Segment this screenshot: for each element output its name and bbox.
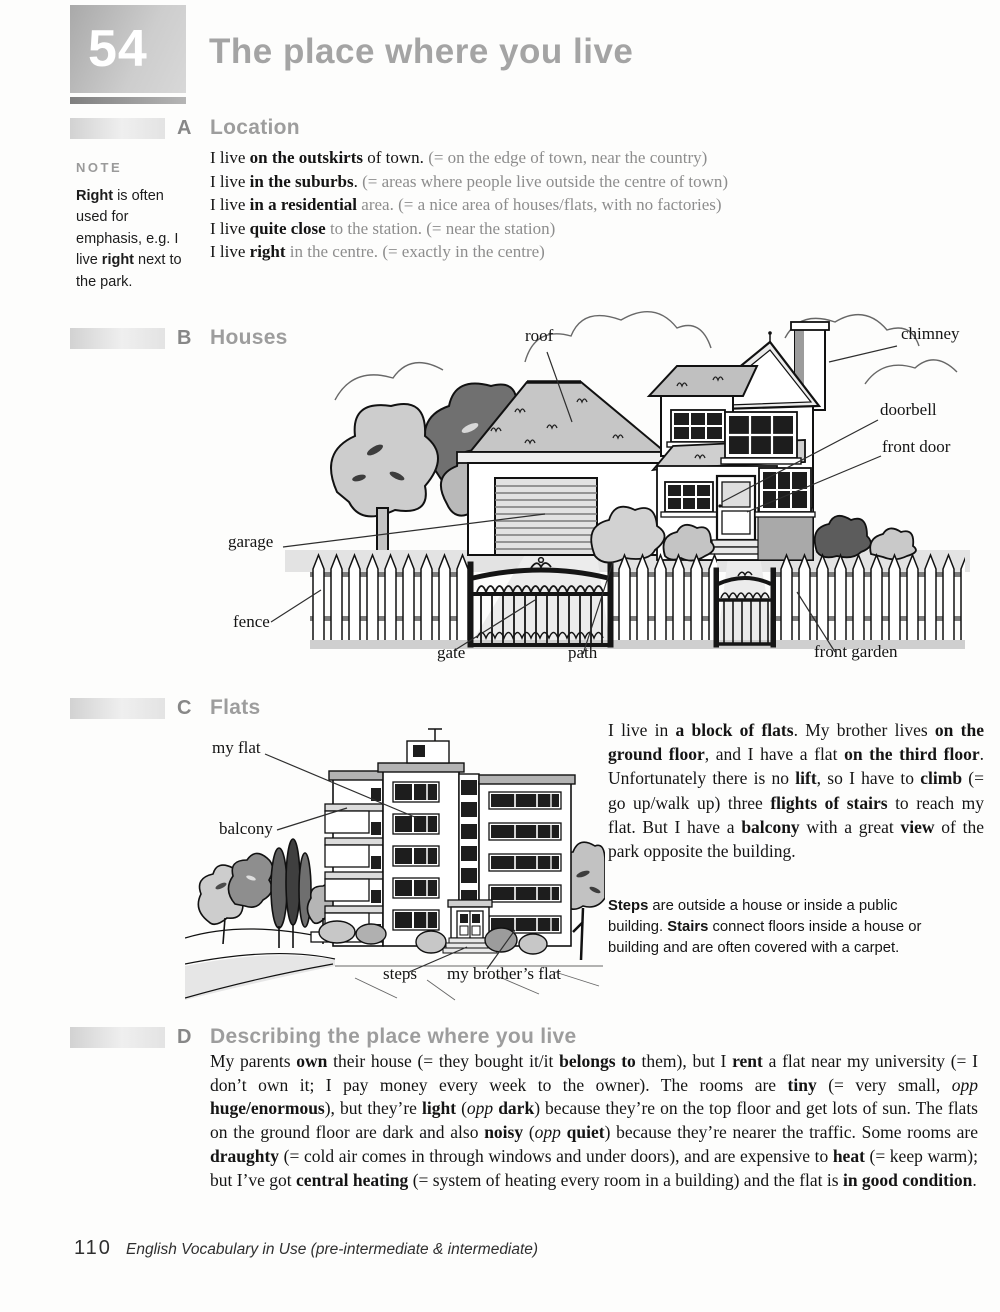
section-a-letter: A <box>177 117 192 139</box>
label-doorbell: doorbell <box>880 400 937 419</box>
block-of-flats-structure <box>311 729 575 954</box>
steps-stairs-note: Steps are outside a house or inside a public building. Stairs connect floors inside a house or building and are often covered with a carpet. <box>608 898 922 956</box>
section-a-bar <box>70 118 165 139</box>
unit-tab-underline <box>70 97 186 104</box>
section-b-letter: B <box>177 327 192 349</box>
label-balcony: balcony <box>219 819 273 838</box>
section-d-row <box>70 1026 191 1049</box>
label-my-flat: my flat <box>212 738 261 757</box>
section-d-letter: D <box>177 1026 192 1048</box>
fence-structure <box>310 553 965 649</box>
book-title: English Vocabulary in Use (pre-intermediate & intermediate) <box>126 1241 539 1258</box>
note-text: Right is often used for emphasis, e.g. I live right next to the park. <box>76 188 182 290</box>
section-d-bar <box>70 1027 165 1048</box>
label-brothers-flat: my brother’s flat <box>447 964 561 983</box>
page-title: The place where you live <box>209 32 634 71</box>
unit-number-tab <box>70 5 186 93</box>
flats-illustration <box>185 726 605 1005</box>
label-roof: roof <box>525 326 554 345</box>
label-steps: steps <box>383 964 417 983</box>
note-label: NOTE <box>76 160 123 175</box>
house-illustration-drawing <box>225 300 970 685</box>
label-front-door: front door <box>882 437 951 456</box>
flats-paragraph: I live in a block of flats. My brother lives on the ground floor, and I have a flat on the third floor. Unfortunately there is no lift, so I have to climb (= go up/walk up) three flights of stairs to reach my flat. But I have a balcony with a great view of the park opposite the building. <box>608 720 985 862</box>
section-c-letter: C <box>177 697 192 719</box>
section-b-bar <box>70 328 165 349</box>
label-front-garden: front garden <box>814 642 898 661</box>
label-chimney: chimney <box>901 324 960 343</box>
section-d-heading: Describing the place where you live <box>210 1025 577 1048</box>
location-line: I live on the outskirts of town. (= on the edge of town, near the country) <box>210 148 708 167</box>
section-a-heading: Location <box>210 116 300 139</box>
label-path: path <box>568 643 598 662</box>
label-fence: fence <box>233 612 270 631</box>
section-c-row <box>70 697 191 720</box>
clouds <box>335 312 957 400</box>
location-line: I live right in the centre. (= exactly in the centre) <box>210 242 545 261</box>
doorbell-dot <box>718 504 721 507</box>
describing-paragraph: My parents own their house (= they bought it/it belongs to them), but I rent a flat near my university (= I don’t own it; I pay money every week to the owner). The rooms are tiny (= very small, opp huge/enormous), but they’re light (opp dark) because they’re on the top floor and get lots of sun. The flats on the ground floor are dark and also noisy (opp quiet) because they’re nearer the traffic. Some rooms are draughty (= cold air comes in through windows and under doors), and are expensive to heat (= keep warm); but I’ve got central heating (= system of heating every room in a building) and the flat is in good condition. <box>210 1051 979 1190</box>
location-line: I live in the suburbs. (= areas where people live outside the centre of town) <box>210 171 729 191</box>
house-illustration <box>225 300 970 685</box>
section-b-row <box>70 327 191 350</box>
location-line: I live quite close to the station. (= near the station) <box>210 218 556 238</box>
garage-door <box>495 478 597 555</box>
section-a-row <box>70 117 191 140</box>
unit-number: 54 <box>88 20 148 78</box>
location-line: I live in a residential area. (= a nice area of houses/flats, with no factories) <box>210 195 722 214</box>
house-structure <box>649 322 829 560</box>
section-b-heading: Houses <box>210 326 288 349</box>
page-number: 110 <box>74 1237 112 1259</box>
location-examples <box>210 146 980 264</box>
label-gate: gate <box>437 643 466 662</box>
label-garage: garage <box>228 532 274 551</box>
section-c-heading: Flats <box>210 696 261 719</box>
section-c-bar <box>70 698 165 719</box>
